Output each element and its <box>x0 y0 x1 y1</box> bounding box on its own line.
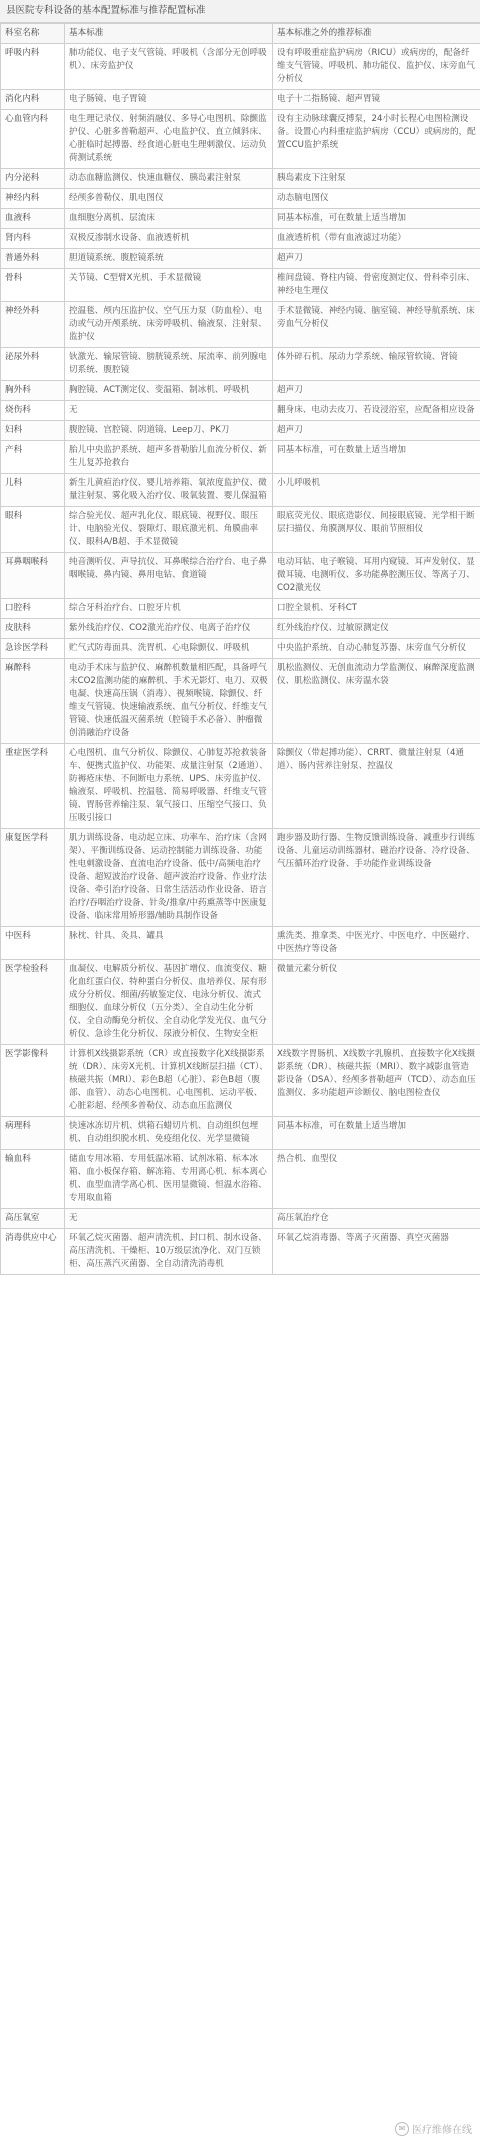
row-recommended: 设有呼吸重症监护病房（RICU）或病房的，配备纤维支气管镜、呼吸机、肺功能仪、监护仪、床旁血气分析仪 <box>273 44 480 90</box>
row-recommended: 动态脑电图仪 <box>273 189 480 209</box>
row-recommended: 设有主动脉球囊反搏泵，24小时长程心电图检测设备。设置心内科重症监护病房（CCU）或病房的，配置CCU监护系统 <box>273 110 480 169</box>
table-row <box>1 229 480 249</box>
row-dept: 麻醉科 <box>1 659 65 744</box>
equipment-table <box>0 23 480 1275</box>
row-basic: 关节镜、C型臂X光机、手术显微镜 <box>65 269 273 302</box>
table-row <box>1 553 480 599</box>
table-row <box>1 474 480 507</box>
table-row <box>1 348 480 381</box>
row-dept: 儿科 <box>1 474 65 507</box>
row-dept: 肾内科 <box>1 229 65 249</box>
row-basic: 电动手术床与监护仪、麻醉机数量相匹配，具备呼气末CO2监测功能的麻醉机、手术无影灯、电刀、双极电凝、快速高压锅（消毒）、视频喉镜、除颤仪、纤维支气管镜、快速输液系统、血气分析仪、纤维支气管镜、快速低温灭菌系统（腔镜手术必备）、肿瘤微创消融治疗设备 <box>65 659 273 744</box>
table-row <box>1 507 480 553</box>
table-row <box>1 401 480 421</box>
row-dept: 急诊医学科 <box>1 639 65 659</box>
row-recommended: 翻身床、电动去皮刀、若设浸浴室，应配备相应设备 <box>273 401 480 421</box>
row-basic: 血细胞分离机、层流床 <box>65 209 273 229</box>
row-recommended: 除颤仪（带起搏功能）、CRRT、微量注射泵（4通道）、肠内营养注射泵、控温仪 <box>273 744 480 829</box>
row-basic: 经颅多普勒仪、肌电图仪 <box>65 189 273 209</box>
row-recommended: 电子十二指肠镜、超声胃镜 <box>273 90 480 110</box>
table-row <box>1 659 480 744</box>
row-dept: 呼吸内科 <box>1 44 65 90</box>
row-basic: 电生理记录仪、射频消融仪、多导心电图机、除颤监护仪、心脏多普勒超声、心电监护仪、直立倾斜床、心脏临时起搏器、经食道心脏电生理刺激仪、运动负荷测试系统 <box>65 110 273 169</box>
row-recommended: 同基本标准，可在数量上适当增加 <box>273 1117 480 1150</box>
row-recommended: 同基本标准，可在数量上适当增加 <box>273 441 480 474</box>
page-title: 县医院专科设备的基本配置标准与推荐配置标准 <box>0 0 480 23</box>
row-recommended: 热合机、血型仪 <box>273 1150 480 1209</box>
row-dept: 心血管内科 <box>1 110 65 169</box>
row-basic: 新生儿黄疸治疗仪、婴儿培养箱、氧浓度监护仪、微量注射泵、雾化吸入治疗仪、吸氧装置、婴儿保温箱 <box>65 474 273 507</box>
row-recommended: 跑步器及助行器、生物反馈训练设备、减重步行训练设备、儿童运动训练器材、磁治疗设备、冷疗设备、气压循环治疗设备、手功能作业训练设备 <box>273 829 480 927</box>
table-row <box>1 960 480 1045</box>
row-basic: 快速冰冻切片机、烘箱石蜡切片机、自动组织包埋机、自动组织脱水机、免疫组化仪、光学显微镜 <box>65 1117 273 1150</box>
row-basic: 动态血糖监测仪、快速血糖仪、胰岛素注射泵 <box>65 169 273 189</box>
row-dept: 胸外科 <box>1 381 65 401</box>
row-recommended: 微量元素分析仪 <box>273 960 480 1045</box>
row-recommended: 体外碎石机、尿动力学系统、输尿管软镜、肾镜 <box>273 348 480 381</box>
row-dept: 病理科 <box>1 1117 65 1150</box>
row-basic: 计算机X线摄影系统（CR）或直接数字化X线摄影系统（DR）、床旁X光机、计算机X线断层扫描（CT）、核磁共振（MRI）、彩色B超（心脏）、彩色B超（腹部、血管）、动态心电图机、心电图机、运动平板、心脏彩超、经颅多普勒仪、动态血压监测仪 <box>65 1045 273 1117</box>
row-dept: 皮肤科 <box>1 619 65 639</box>
row-basic: 无 <box>65 401 273 421</box>
table-row <box>1 381 480 401</box>
table-row <box>1 639 480 659</box>
row-dept: 消化内科 <box>1 90 65 110</box>
row-dept: 眼科 <box>1 507 65 553</box>
table-row <box>1 1117 480 1150</box>
header-dept: 科室名称 <box>1 24 65 44</box>
row-recommended: 超声刀 <box>273 249 480 269</box>
row-dept: 血液科 <box>1 209 65 229</box>
row-basic: 贮气式防毒面具、洗胃机、心电除颤仪、呼吸机 <box>65 639 273 659</box>
table-body <box>1 44 480 1275</box>
row-basic: 胆道镜系统、腹腔镜系统 <box>65 249 273 269</box>
row-dept: 神经外科 <box>1 302 65 348</box>
row-dept: 产科 <box>1 441 65 474</box>
row-recommended: 超声刀 <box>273 421 480 441</box>
table-header-row <box>1 24 480 44</box>
table-row <box>1 302 480 348</box>
row-basic: 控温毯、颅内压监护仪、空气压力泵（防血栓）、电动或气动开颅系统、床旁呼吸机、输液泵、注射泵、监护仪 <box>65 302 273 348</box>
row-basic: 胸腔镜、ACT测定仪、变温箱、制冰机、呼吸机 <box>65 381 273 401</box>
row-basic: 肺功能仪、电子支气管镜、呼吸机（含部分无创呼吸机）、床旁监护仪 <box>65 44 273 90</box>
watermark <box>395 2121 472 2136</box>
row-recommended: 熏洗类、推拿类、中医光疗、中医电疗、中医磁疗、中医热疗等设备 <box>273 927 480 960</box>
row-basic: 纯音测听仪、声导抗仪、耳鼻喉综合治疗台、电子鼻咽喉镜、鼻内镜、鼻用电钻、食道镜 <box>65 553 273 599</box>
row-recommended: 中央监护系统、自动心肺复苏器、床旁血气分析仪 <box>273 639 480 659</box>
row-dept: 输血科 <box>1 1150 65 1209</box>
row-recommended: 肌松监测仪、无创血流动力学监测仪、麻醉深度监测仪、肌松监测仪、床旁温水袋 <box>273 659 480 744</box>
table-row <box>1 1229 480 1275</box>
row-basic: 无 <box>65 1209 273 1229</box>
row-recommended: 口腔全景机、牙科CT <box>273 599 480 619</box>
row-dept: 烧伤科 <box>1 401 65 421</box>
row-dept: 中医科 <box>1 927 65 960</box>
row-basic: 双极反渗制水设备、血液透析机 <box>65 229 273 249</box>
row-basic: 综合验光仪、超声乳化仪、眼底镜、视野仪、眼压计、电脑验光仪、裂隙灯、眼底激光机、角膜曲率仪、眼科A/B超、手术显微镜 <box>65 507 273 553</box>
row-dept: 医学检验科 <box>1 960 65 1045</box>
row-basic: 综合牙科治疗台、口腔牙片机 <box>65 599 273 619</box>
row-dept: 康复医学科 <box>1 829 65 927</box>
row-basic: 钬激光、输尿管镜、膀胱镜系统、尿流率、前列腺电切系统、腹腔镜 <box>65 348 273 381</box>
header-recommended: 基本标准之外的推荐标准 <box>273 24 480 44</box>
table-row <box>1 1150 480 1209</box>
row-recommended: 胰岛素皮下注射泵 <box>273 169 480 189</box>
row-recommended: 同基本标准，可在数量上适当增加 <box>273 209 480 229</box>
table-row <box>1 619 480 639</box>
row-dept: 高压氧室 <box>1 1209 65 1229</box>
row-dept: 口腔科 <box>1 599 65 619</box>
row-recommended: 椎间盘镜、脊柱内镜、骨密度测定仪、骨科牵引床、神经电生理仪 <box>273 269 480 302</box>
row-recommended: 电动耳钻、电子喉镜、耳用内窥镜、耳声发射仪、显微耳镜、电测听仪、多功能鼻腔测压仪、等离子刀、CO2激光仪 <box>273 553 480 599</box>
table-row <box>1 1209 480 1229</box>
table-row <box>1 189 480 209</box>
row-basic: 紫外线治疗仪、CO2激光治疗仪、电离子治疗仪 <box>65 619 273 639</box>
row-basic: 胎儿中央监护系统、超声多普勒胎儿血流分析仪、新生儿复苏抢救台 <box>65 441 273 474</box>
row-recommended: 环氧乙烷消毒器、等离子灭菌器、真空灭菌器 <box>273 1229 480 1275</box>
table-row <box>1 744 480 829</box>
row-recommended: X线数字胃肠机、X线数字乳腺机、直接数字化X线摄影系统（DR）、核磁共振（MRI）、数字减影血管造影设备（DSA）、经颅多普勒超声（TCD）、动态血压监测仪、多功能超声诊断仪、脑电图检查仪 <box>273 1045 480 1117</box>
table-row <box>1 110 480 169</box>
row-dept: 耳鼻咽喉科 <box>1 553 65 599</box>
row-dept: 重症医学科 <box>1 744 65 829</box>
header-basic: 基本标准 <box>65 24 273 44</box>
table-row <box>1 829 480 927</box>
row-recommended: 血液透析机（带有血液滤过功能） <box>273 229 480 249</box>
row-recommended: 高压氧治疗仓 <box>273 1209 480 1229</box>
row-recommended: 红外线治疗仪、过敏原测定仪 <box>273 619 480 639</box>
row-dept: 医学影像科 <box>1 1045 65 1117</box>
row-dept: 内分泌科 <box>1 169 65 189</box>
row-basic: 肌力训练设备、电动起立床、功率车、治疗床（含网架）、平衡训练设备、运动控制能力训练设备、功能性电刺激设备、直流电治疗设备、低中/高频电治疗设备、超短波治疗设备、超声波治疗设备、作业疗法设备、牵引治疗设备、日常生活活动作业设备、语言治疗/吞咽治疗设备、针灸/推拿/中药熏蒸等中医康复设备、临床常用矫形器/辅助具制作设备 <box>65 829 273 927</box>
row-basic: 环氧乙烷灭菌器、超声清洗机、封口机、制水设备、高压清洗机、干燥柜、10万级层流净化、双门互锁柜、高压蒸汽灭菌器、全自动清洗消毒机 <box>65 1229 273 1275</box>
row-dept: 消毒供应中心 <box>1 1229 65 1275</box>
table-row <box>1 927 480 960</box>
table-row <box>1 1045 480 1117</box>
table-row <box>1 169 480 189</box>
table-row <box>1 421 480 441</box>
table-row <box>1 44 480 90</box>
row-dept: 泌尿外科 <box>1 348 65 381</box>
table-row <box>1 209 480 229</box>
table-row <box>1 441 480 474</box>
row-recommended: 小儿呼吸机 <box>273 474 480 507</box>
table-row <box>1 599 480 619</box>
row-basic: 脉枕、针具、灸具、罐具 <box>65 927 273 960</box>
row-basic: 储血专用冰箱、专用低温冰箱、试剂冰箱、标本冰箱、血小板保存箱、解冻箱、专用离心机、标本离心机、血型血清学离心机、医用显微镜、恒温水浴箱、专用取血箱 <box>65 1150 273 1209</box>
row-basic: 血凝仪、电解质分析仪、基因扩增仪、血流变仪、糖化血红蛋白仪、特种蛋白分析仪、血培养仪、尿有形成分分析仪、细菌/药敏鉴定仪、电泳分析仪、流式细胞仪、血球分析仪（五分类）、全自动生化分析仪、全自动酶免分析仪、全自动化学发光仪、血气分析仪、急诊生化分析仪、尿液分析仪、生物安全柜 <box>65 960 273 1045</box>
row-basic: 电子肠镜、电子胃镜 <box>65 90 273 110</box>
row-dept: 普通外科 <box>1 249 65 269</box>
row-dept: 妇科 <box>1 421 65 441</box>
row-basic: 心电图机、血气分析仪、除颤仪、心肺复苏抢救装备车、便携式监护仪、功能架、成量注射泵（2通道）、防褥疮床垫、不间断电力系统、UPS、床旁监护仪、输液泵、呼吸机、控温毯、简易呼吸器、纤维支气管镜、胃肠营养输注泵、氧气接口、压缩空气接口、负压吸引接口 <box>65 744 273 829</box>
watermark-text: 医疗维修在线 <box>412 2125 472 2136</box>
table-row <box>1 249 480 269</box>
row-recommended: 手术显微镜、神经内镜、脑室镜、神经导航系统、床旁血气分析仪 <box>273 302 480 348</box>
row-basic: 腹腔镜、宫腔镜、阴道镜、Leep刀、PK刀 <box>65 421 273 441</box>
wechat-icon: ✉ <box>395 2122 409 2136</box>
row-dept: 神经内科 <box>1 189 65 209</box>
table-row <box>1 269 480 302</box>
table-row <box>1 90 480 110</box>
row-dept: 骨科 <box>1 269 65 302</box>
row-recommended: 眼底荧光仪、眼底造影仪、间接眼底镜、光学相干断层扫描仪、角膜测厚仪、眼前节照相仪 <box>273 507 480 553</box>
row-recommended: 超声刀 <box>273 381 480 401</box>
